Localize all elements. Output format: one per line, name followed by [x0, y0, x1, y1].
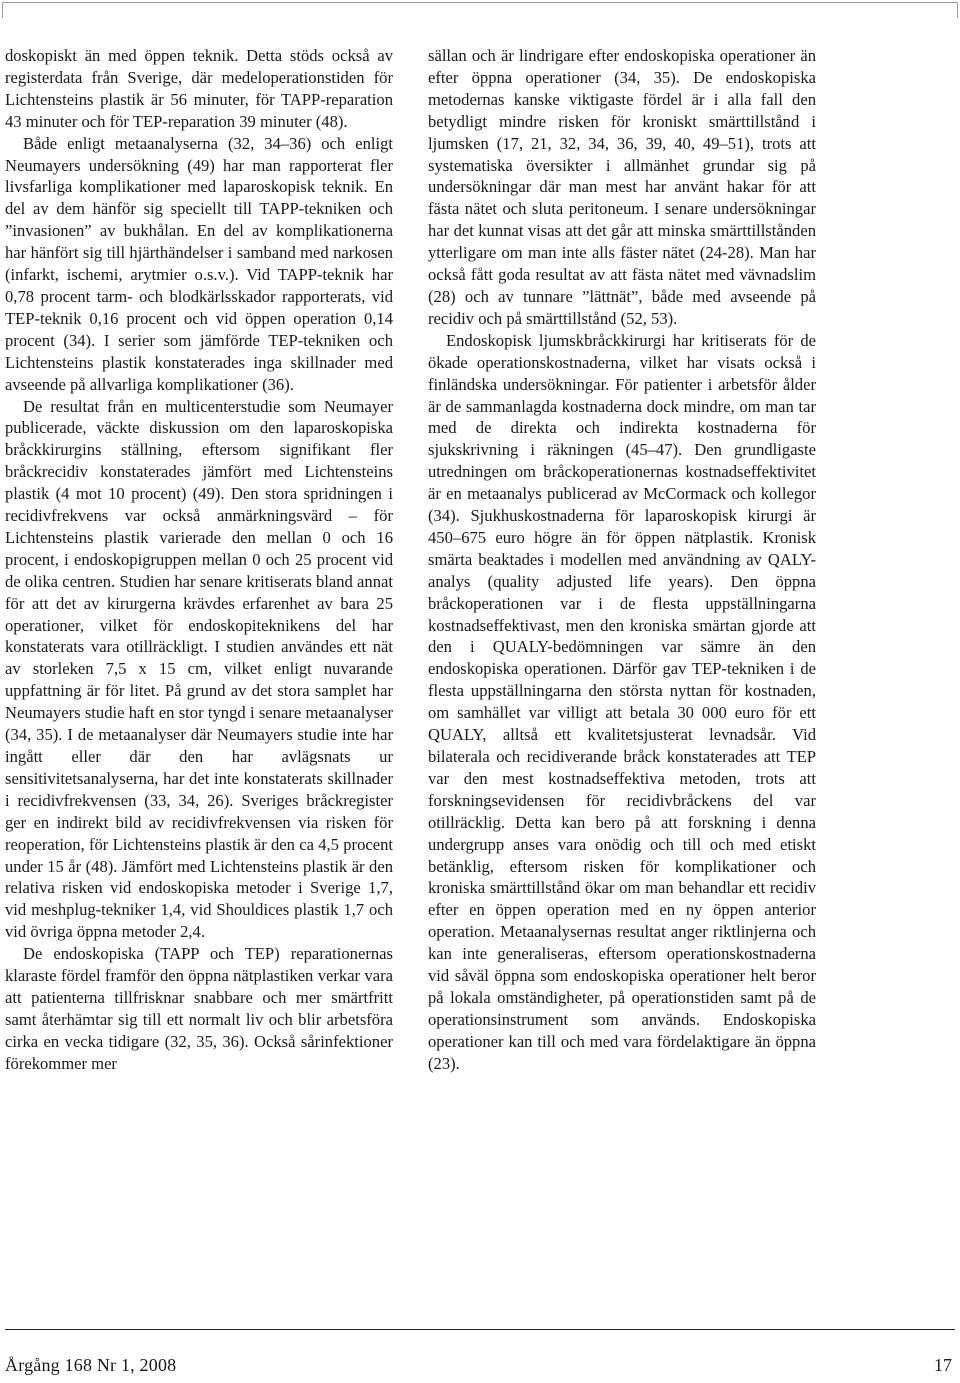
paragraph: Både enligt metaanalyserna (32, 34–36) och enligt Neumayers undersökning (49) har man rapporterat fler livsfarliga komplikationer med laparoskopisk teknik. En del av dem hänför sig speciellt till TAPP-tekniken och ”invasionen” av bukhålan. En del av komplikationerna har hänfört sig till hjärthändelser i samband med narkosen (infarkt, ischemi, arytmier o.s.v.). Vid TAPP-teknik har 0,78 procent tarm- och blodkärlsskador rapporterats, vid TEP-teknik 0,16 procent och vid öppen operation 0,14 procent (34). I serier som jämförde TEP-tekniken och Lichtensteins plastik konstaterades inga skillnader med avseende på allvarliga komplikationer (36). [5, 133, 393, 394]
paragraph: doskopiskt än med öppen teknik. Detta stöds också av registerdata från Sverige, där medeloperationstiden för Lichtensteins plastik är 56 minuter, för TAPP-reparation 43 minuter och för TEP-reparation 39 minuter (48). [5, 46, 393, 131]
page-frame-left [2, 2, 3, 18]
page-frame-right [957, 2, 958, 18]
paragraph: sällan och är lindrigare efter endoskopiska operationer än efter öppna operationer (34, 35). De endoskopiska metodernas kanske viktigaste fördel är i alla fall den betydligt mindre risken för kroniskt smärttillstånd i ljumsken (17, 21, 32, 34, 36, 39, 40, 49–51), trots att systematiska översikter i allmänhet grundar sig på undersökningar där man mest har använt hakar för att fästa nätet och sluta peritoneum. I senare undersökningar har det kunnat visas att det går att minska smärttillstånden ytterligare om man inte alls fäster nätet (24-28). Man har också fått goda resultat av att fästa nätet med vävnadslim (28) och av tunnare ”lättnät”, både med avseende på recidiv och på smärttillstånd (52, 53). [428, 46, 816, 328]
footer-issue: Årgång 168 Nr 1, 2008 [5, 1355, 177, 1375]
footer-rule [5, 1329, 955, 1330]
left-column [5, 45, 393, 1075]
right-column [428, 45, 816, 1075]
paragraph: Endoskopisk ljumskbråckkirurgi har kritiserats för de ökade operationskostnaderna, vilket har visats också i finländska undersökningar. För patienter i arbetsför ålder är de sammanlagda kostnaderna dock mindre, om man tar med de direkta och indirekta kostnaderna för sjukskrivning i räkningen (45–47). Den grundligaste utredningen om bråckoperationernas kostnadseffektivitet är en metaanalys publicerad av McCormack och kollegor (34). Sjukhuskostnaderna för laparoskopisk kirurgi är 450–675 euro högre än för öppen nätplastik. Kronisk smärta beaktades i modellen med användning av QALY-analys (quality adjusted life years). Den öppna bråckoperationen var i de flesta uppställningarna kostnadseffektivast, men den kroniska smärtan gjorde att den i QUALY-bedömningen var sämre än den endoskopiska operationen. Därför gav TEP-tekniken i de flesta uppställningarna den största nyttan för kostnaden, om samhället var villigt att betala 30 000 euro för ett QUALY, alltså ett kvalitetsjusterat levnadsår. Vid bilaterala och recidiverande bråck konstaterades att TEP var den mest kostnadseffektiva metoden, trots att forskningsevidensen för recidivbråckens del var otillräcklig. Detta kan bero på att forskning i denna undergrupp anses vara onödig och till och med etiskt betänklig, eftersom risken för komplikationer och kroniska smärttillstånd ökar om man behandlar ett recidiv efter en öppen operation med en ny öppen anterior operation. Metaanalysernas resultat anger riktlinjerna och kan inte generaliseras, eftersom operationskostnaderna vid såväl öppna som endoskopiska operationer helt beror på lokala omständigheter, på operationstiden samt på de operationsinstrument som används. Endoskopiska operationer kan till och med vara fördelaktigare än öppna (23). [428, 330, 816, 1073]
paragraph: De endoskopiska (TAPP och TEP) reparationernas klaraste fördel framför den öppna nätplastiken verkar vara att patienterna tillfrisknar snabbare och mer smärtfritt samt återhämtar sig till ett normalt liv och blir arbetsföra cirka en vecka tidigare (32, 35, 36). Också sårinfektioner förekommer mer [5, 944, 393, 1073]
paragraph: De resultat från en multicenterstudie som Neumayer publicerade, väckte diskussion om den laparoskopiska bråckkirurgins ställning, eftersom signifikant fler bråckrecidiv konstaterades jämfört med Lichtensteins plastik (4 mot 10 procent) (49). Den stora spridningen i recidivfrekvens var också anmärkningsvärd – för Lichtensteins plastik varierade den mellan 0 och 16 procent, i endoskopigruppen mellan 0 och 25 procent vid de olika centren. Studien har senare kritiserats bland annat för att det av kirurgerna krävdes erfarenhet av bara 25 operationer, vilket för endoskopiteknikens del har konstaterats vara otillräckligt. I studien användes ett nät av storleken 7,5 x 15 cm, vilket enligt nuvarande uppfattning är för litet. På grund av det stora samplet har Neumayers studie haft en stor tyngd i senare metaanalyser (34, 35). I de metaanalyser där Neumayers studie inte har ingått eller där den har avlägsnats ur sensitivitetsanalyserna, har det inte konstaterats skillnader i recidivfrekvensen (33, 34, 26). Sveriges bråckregister ger en indirekt bild av recidivfrekvensen via risken för reoperation, för Lichtensteins plastik är den ca 4,5 procent under 15 år (48). Jämfört med Lichtensteins plastik är den relativa risken vid endoskopiska metoder i Sverige 1,7, vid meshplug-tekniker 1,4, vid Shouldices plastik 1,7 och vid övriga öppna metoder 2,4. [5, 396, 393, 942]
page-frame-top [2, 2, 958, 3]
page-number: 17 [934, 1355, 952, 1375]
